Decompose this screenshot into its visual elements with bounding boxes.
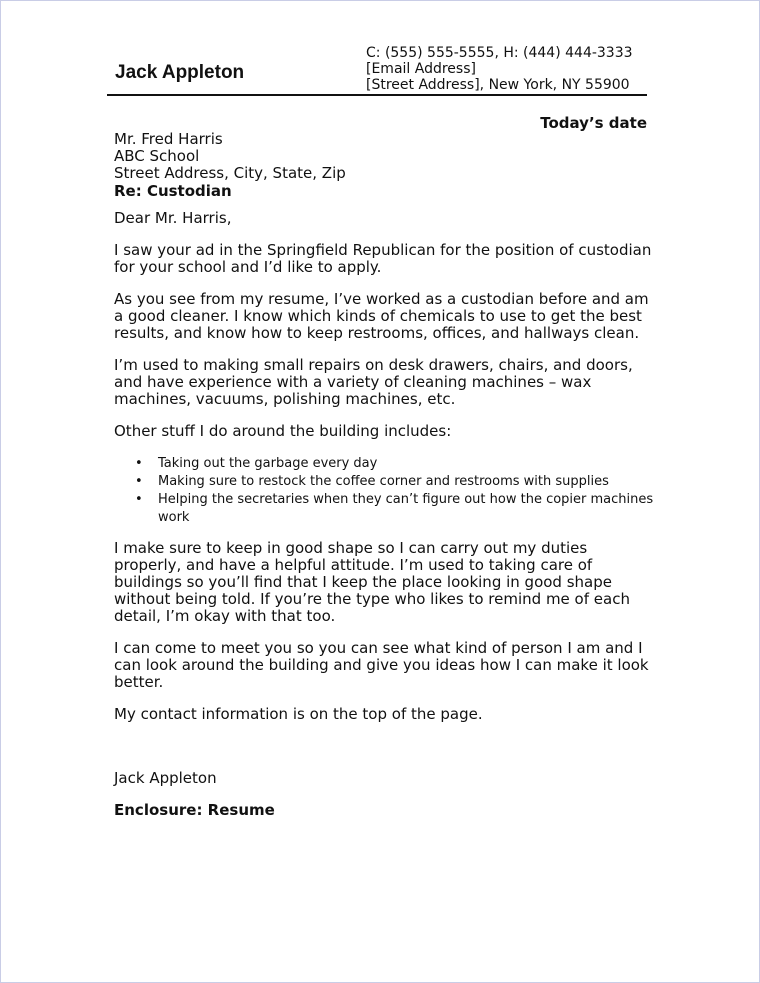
duties-list — [114, 455, 654, 527]
enclosure-line: Enclosure: Resume — [114, 801, 275, 819]
paragraph-attitude: I make sure to keep in good shape so I can carry out my duties properly, and have a helpful attitude. I’m used to taking care of buildings so you’ll find that I keep the place looking in good shape without being told. If you’re the type who likes to remind me of each detail, I’m okay with that too. — [114, 539, 630, 625]
sender-contact-block — [366, 45, 633, 93]
list-item-text: Taking out the garbage every day — [158, 456, 378, 471]
bullet-icon: • — [135, 474, 143, 489]
list-item — [135, 473, 654, 491]
letter-date: Today’s date — [540, 114, 647, 132]
paragraph-experience: As you see from my resume, I’ve worked as a custodian before and am a good cleaner. I know which kinds of chemicals to use to get the best results, and know how to keep restrooms, offices, and hallways clean. — [114, 290, 649, 342]
signature-name: Jack Appleton — [114, 769, 217, 787]
list-item-text: Making sure to restock the coffee corner and restrooms with supplies — [158, 474, 609, 489]
bullet-icon: • — [135, 492, 143, 507]
list-item-text: Helping the secretaries when they can’t figure out how the copier machines work — [158, 492, 654, 525]
recipient-block — [114, 131, 654, 182]
recipient-address: Street Address, City, State, Zip — [114, 164, 346, 182]
letter-body — [114, 131, 654, 819]
recipient-organization: ABC School — [114, 147, 200, 165]
subject-line: Re: Custodian — [114, 182, 232, 200]
sender-name: Jack Appleton — [115, 62, 245, 83]
greeting: Dear Mr. Harris, — [114, 209, 232, 227]
paragraph-duties-intro: Other stuff I do around the building includes: — [114, 422, 452, 440]
paragraph-repairs: I’m used to making small repairs on desk drawers, chairs, and doors, and have experience with a variety of cleaning machines – wax machines, vacuums, polishing machines, etc. — [114, 356, 633, 408]
recipient-name: Mr. Fred Harris — [114, 130, 223, 148]
paragraph-meeting: I can come to meet you so you can see what kind of person I am and I can look around the building and give you ideas how I can make it look better. — [114, 639, 649, 691]
header-divider — [107, 94, 647, 96]
sender-phone: C: (555) 555-5555, H: (444) 444-3333 — [366, 45, 633, 61]
sender-email: [Email Address] — [366, 61, 476, 77]
list-item — [135, 455, 654, 473]
sender-address: [Street Address], New York, NY 55900 — [366, 77, 630, 93]
paragraph-contact: My contact information is on the top of the page. — [114, 705, 483, 723]
bullet-icon: • — [135, 456, 143, 471]
list-item — [135, 491, 654, 527]
paragraph-intro: I saw your ad in the Springfield Republican for the position of custodian for your school and I’d like to apply. — [114, 241, 652, 276]
